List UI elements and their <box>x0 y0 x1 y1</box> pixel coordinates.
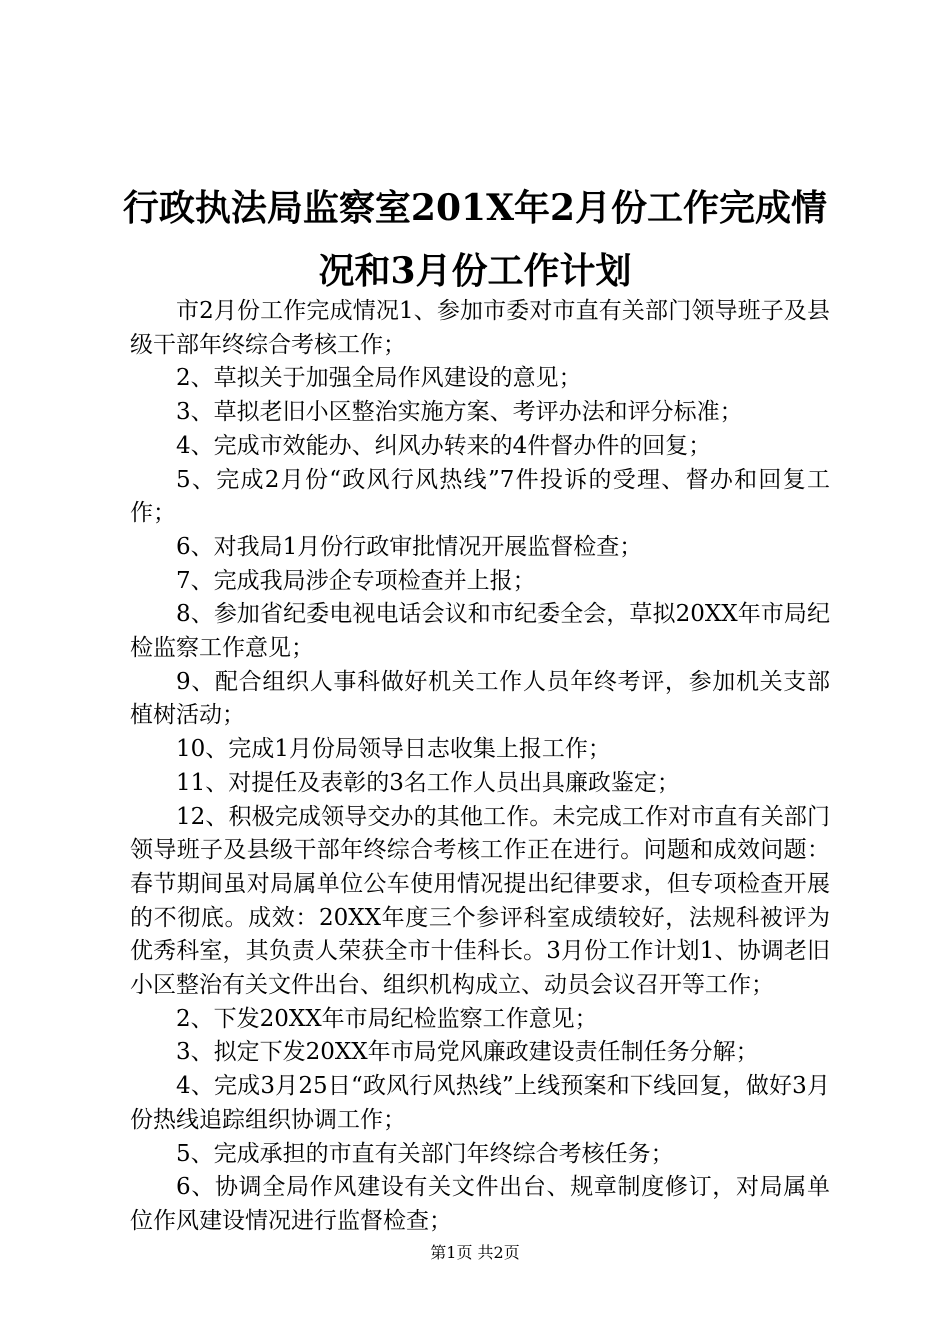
paragraph: 2、下发20XX年市局纪检监察工作意见； <box>176 1005 598 1032</box>
paragraph: 市2月份工作完成情况1、参加市委对市直有关部门领导班子及县级干部年终综合考核工作； <box>130 298 830 358</box>
paragraph: 4、完成市效能办、纠风办转来的4件督办件的回复； <box>176 432 712 459</box>
paragraph: 8、参加省纪委电视电话会议和市纪委全会，草拟20XX年市局纪检监察工作意见； <box>130 601 830 662</box>
paragraph: 9、配合组织人事科做好机关工作人员年终考评，参加机关支部植树活动； <box>130 668 830 729</box>
document-body <box>130 295 830 1239</box>
paragraph: 11、对提任及表彰的3名工作人员出具廉政鉴定； <box>176 769 680 796</box>
document-title-line-2: 况和3月份工作计划 <box>318 250 632 292</box>
paragraph: 3、拟定下发20XX年市局党风廉政建设责任制任务分解； <box>176 1039 759 1066</box>
paragraph: 5、完成2月份“政风行风热线”7件投诉的受理、督办和回复工作； <box>130 466 830 527</box>
paragraph: 12、积极完成领导交办的其他工作。未完成工作对市直有关部门领导班子及县级干部年终综合考核工作正在进行。问题和成效问题：春节期间虽对局属单位公车使用情况提出纪律要求，但专项检查开展的不彻底。成效：20XX年度三个参评科室成绩较好，法规科被评为优秀科室，其负责人荣获全市十佳科长。3月份工作计划1、协调老旧小区整治有关文件出台、组织机构成立、动员会议召开等工作； <box>130 803 830 999</box>
paragraph: 5、完成承担的市直有关部门年终综合考核任务； <box>176 1140 674 1167</box>
document-title-line-1: 行政执法局监察室201X年2月份工作完成情 <box>122 187 828 229</box>
paragraph: 2、草拟关于加强全局作风建设的意见； <box>176 365 582 392</box>
paragraph: 6、对我局1月份行政审批情况开展监督检查； <box>176 533 643 560</box>
page-indicator: 第1页 共2页 <box>430 1243 520 1262</box>
paragraph: 4、完成3月25日“政风行风热线”上线预案和下线回复，做好3月份热线追踪组织协调工作； <box>130 1073 830 1133</box>
paragraph: 3、草拟老旧小区整治实施方案、考评办法和评分标准； <box>176 399 743 426</box>
paragraph: 7、完成我局涉企专项检查并上报； <box>176 567 536 594</box>
paragraph: 10、完成1月份局领导日志收集上报工作； <box>176 736 611 763</box>
paragraph: 6、协调全局作风建设有关文件出台、规章制度修订，对局属单位作风建设情况进行监督检查； <box>130 1174 830 1234</box>
